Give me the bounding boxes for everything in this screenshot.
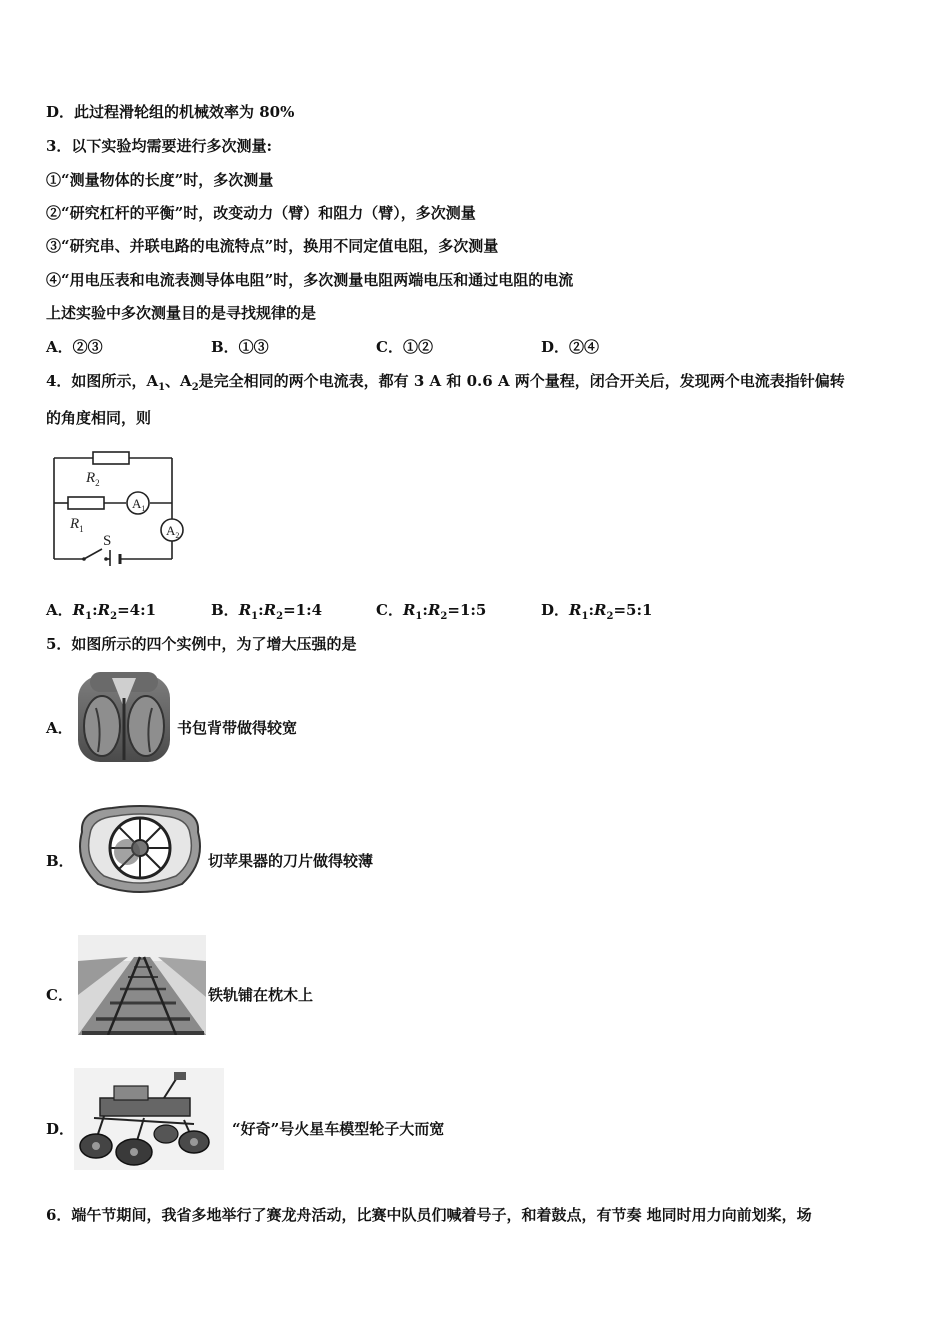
railway-track-icon xyxy=(78,935,206,1035)
q5-option-a-text: 书包背带做得较宽 xyxy=(177,719,298,737)
q5-option-a-letter: A． xyxy=(46,719,73,737)
q5-option-b-text: 切苹果器的刀片做得较薄 xyxy=(208,852,374,870)
q3-option-b: B．①③ xyxy=(211,338,269,356)
apple-slicer-icon xyxy=(72,802,208,898)
q5-stem: 5．如图所示的四个实例中，为了增大压强的是 xyxy=(46,635,357,653)
q5-option-c-letter: C． xyxy=(46,986,73,1004)
resistor-r1 xyxy=(68,497,104,509)
q3-item-4: ④“用电压表和电流表测导体电阻”时，多次测量电阻两端电压和通过电阻的电流 xyxy=(46,271,574,289)
circuit-diagram xyxy=(46,446,196,566)
q2-option-d: D．此过程滑轮组的机械效率为 80% xyxy=(46,103,295,121)
q4-option-c: C．$R_1:R_2=1:5$ xyxy=(376,601,487,622)
q4-option-b: B．$R_1:R_2=1:4$ xyxy=(211,601,323,622)
q5-option-b-letter: B． xyxy=(46,852,74,870)
q3-item-3: ③“研究串、并联电路的电流特点”时，换用不同定值电阻，多次测量 xyxy=(46,237,499,255)
q4-stem-line2: 的角度相同，则 xyxy=(46,409,152,427)
svg-text:A2: $A_2$ xyxy=(166,523,180,540)
svg-text:R1: $R_1$ xyxy=(70,516,84,534)
mars-rover-icon xyxy=(74,1068,224,1170)
backpack-icon xyxy=(72,668,176,766)
q6-stem: 6．端午节期间，我省多地举行了赛龙舟活动，比赛中队员们喊着号子，和着鼓点，有节奏 地同时用力向前划桨，场 xyxy=(46,1206,812,1224)
resistor-r2 xyxy=(93,452,129,464)
q5-option-d-letter: D． xyxy=(46,1120,75,1138)
q3-item-2: ②“研究杠杆的平衡”时，改变动力（臂）和阻力（臂），多次测量 xyxy=(46,204,476,222)
q3-stem: 3．以下实验均需要进行多次测量: xyxy=(46,137,272,155)
q3-option-c: C．①② xyxy=(376,338,433,356)
switch-s xyxy=(84,549,102,559)
q4-option-a: A．$R_1:R_2=4:1$ xyxy=(46,601,157,622)
svg-text:S: S xyxy=(103,533,112,549)
q4-option-d: D．$R_1:R_2=5:1$ xyxy=(541,601,653,622)
q3-option-a: A．②③ xyxy=(46,338,103,356)
q3-item-1: ①“测量物体的长度”时，多次测量 xyxy=(46,171,274,189)
svg-text:R2: $R_2$ xyxy=(86,470,100,488)
q5-option-c-text: 铁轨铺在枕木上 xyxy=(208,986,314,1004)
svg-text:A1: $A_1$ xyxy=(132,496,146,513)
q4-stem: 4．如图所示，$A_1$、$A_2$是完全相同的两个电流表，都有 3 A 和 0.6 A 两个量程，闭合开关后，发现两个电流表指针偏转 xyxy=(46,372,845,393)
q3-option-d: D．②④ xyxy=(541,338,600,356)
q5-option-d-text: “好奇”号火星车模型轮子大而宽 xyxy=(232,1120,445,1138)
q3-question: 上述实验中多次测量目的是寻找规律的是 xyxy=(46,304,317,322)
